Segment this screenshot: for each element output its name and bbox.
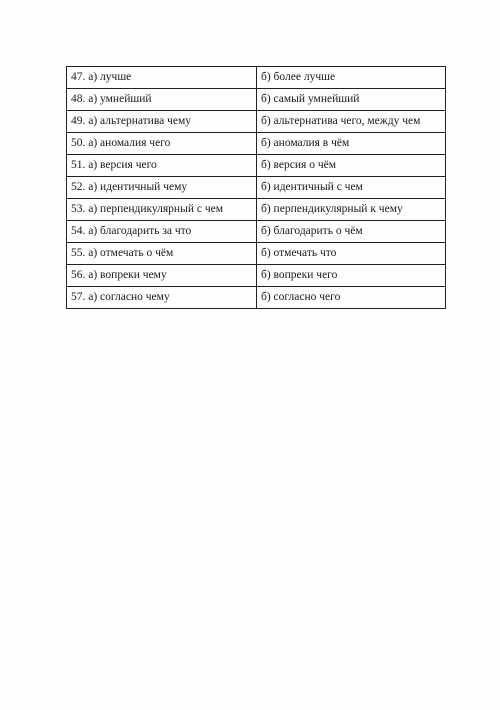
- exercise-table: [66, 66, 446, 309]
- table-row: [67, 155, 446, 177]
- option-b-cell: б) версия о чём: [257, 155, 446, 177]
- table-row: [67, 221, 446, 243]
- option-a-cell: 47. а) лучше: [67, 67, 257, 89]
- table-row: [67, 67, 446, 89]
- table-row: [67, 89, 446, 111]
- option-a-cell: 53. а) перпендикулярный с чем: [67, 199, 257, 221]
- option-a-cell: 54. а) благодарить за что: [67, 221, 257, 243]
- table-row: [67, 287, 446, 309]
- option-a-cell: 56. а) вопреки чему: [67, 265, 257, 287]
- table-row: [67, 133, 446, 155]
- option-a-cell: 55. а) отмечать о чём: [67, 243, 257, 265]
- table-row: [67, 199, 446, 221]
- option-b-cell: б) аномалия в чём: [257, 133, 446, 155]
- option-a-cell: 50. а) аномалия чего: [67, 133, 257, 155]
- option-a-cell: 49. а) альтернатива чему: [67, 111, 257, 133]
- option-b-cell: б) отмечать что: [257, 243, 446, 265]
- option-b-cell: б) вопреки чего: [257, 265, 446, 287]
- table-row: [67, 111, 446, 133]
- table-row: [67, 177, 446, 199]
- option-b-cell: б) согласно чего: [257, 287, 446, 309]
- option-a-cell: 57. а) согласно чему: [67, 287, 257, 309]
- option-b-cell: б) самый умнейший: [257, 89, 446, 111]
- table-row: [67, 265, 446, 287]
- option-b-cell: б) благодарить о чём: [257, 221, 446, 243]
- option-a-cell: 51. а) версия чего: [67, 155, 257, 177]
- option-a-cell: 52. а) идентичный чему: [67, 177, 257, 199]
- option-b-cell: б) более лучше: [257, 67, 446, 89]
- table-row: [67, 243, 446, 265]
- option-b-cell: б) идентичный с чем: [257, 177, 446, 199]
- option-a-cell: 48. а) умнейший: [67, 89, 257, 111]
- option-b-cell: б) перпендикулярный к чему: [257, 199, 446, 221]
- option-b-cell: б) альтернатива чего, между чем: [257, 111, 446, 133]
